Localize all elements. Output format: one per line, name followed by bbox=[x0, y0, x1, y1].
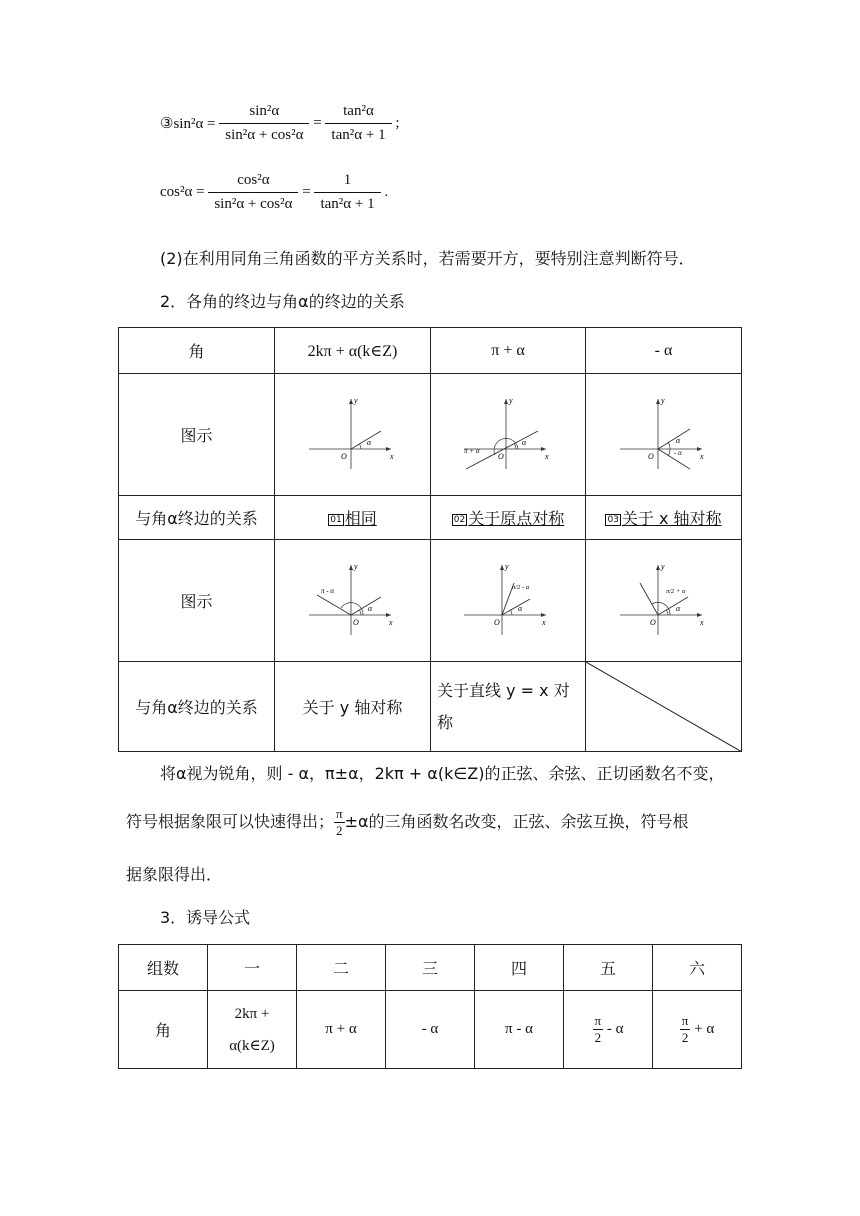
svg-text:y: y bbox=[509, 395, 513, 405]
empty-diagonal-cell bbox=[586, 662, 742, 752]
svg-text:O: O bbox=[498, 451, 504, 461]
x-axis-label: x bbox=[389, 451, 394, 461]
header-2: 二 bbox=[297, 945, 386, 991]
header-1: 一 bbox=[208, 945, 297, 991]
header-5: 五 bbox=[564, 945, 653, 991]
svg-text:y: y bbox=[505, 561, 509, 571]
formula-2-lhs: cos²α = bbox=[160, 184, 205, 200]
relation-line-y-eq-x-symmetric: 关于直线 y = x 对称 bbox=[431, 662, 586, 752]
svg-text:α: α bbox=[675, 435, 680, 445]
header-neg-alpha: - α bbox=[586, 328, 742, 374]
svg-text:α: α bbox=[522, 437, 527, 447]
diagram-cell-same bbox=[275, 374, 431, 496]
svg-text:x: x bbox=[545, 451, 549, 461]
diagram-cell-y-axis-symmetry bbox=[275, 540, 431, 662]
neg-alpha-label: - α bbox=[673, 448, 682, 457]
diagram-x-axis-symmetry bbox=[614, 393, 714, 473]
y-axis-label: y bbox=[353, 395, 358, 405]
pi-minus-alpha-label: π - α bbox=[320, 586, 334, 595]
svg-text:y: y bbox=[660, 561, 665, 571]
relation-x-axis-symmetric: 03 关于 x 轴对称 bbox=[586, 496, 742, 540]
diagram-row-label-1: 图示 bbox=[119, 374, 275, 496]
pi-over-2-fraction: $\frac{\pi}{2}$ bbox=[336, 806, 343, 838]
svg-text:O: O bbox=[649, 617, 656, 627]
para-line-2: 符号根据象限可以快速得出； $\frac{\pi}{2}$ ±α的三角函数名改变，正弦、余弦互换，符号根 bbox=[126, 806, 689, 838]
angle-group-3: - α bbox=[386, 991, 475, 1069]
pi-plus-alpha-label: π + α bbox=[464, 446, 480, 455]
pi-over-2-minus-alpha-label: π/2 - α bbox=[512, 583, 530, 591]
alpha-label: α bbox=[366, 437, 371, 447]
header-4: 四 bbox=[475, 945, 564, 991]
induction-formula-table bbox=[118, 944, 742, 1069]
formula-2-fraction-1: $\frac{\text{cos²α}}{\text{sin²α + cos²α}}$ bbox=[208, 172, 298, 213]
angle-group-4: π - α bbox=[475, 991, 564, 1069]
relation-row-label-1: 与角α终边的关系 bbox=[119, 496, 275, 540]
formula-1-fraction-2: $\frac{\text{tan²α}}{\text{tan²α + 1}}$ bbox=[325, 103, 391, 144]
angle-group-6: $\frac{\pi}{2}$ + α bbox=[653, 991, 742, 1069]
svg-text:O: O bbox=[647, 451, 654, 461]
formula-1-lhs: ③sin²α = bbox=[160, 116, 216, 132]
diagram-cell-origin-symmetry bbox=[431, 374, 586, 496]
relation-origin-symmetric: 02 关于原点对称 bbox=[431, 496, 586, 540]
formula-line-2: cos²α = $\frac{\text{cos²α}}{\text{sin²α + cos²α}}$ = $\frac{1}{\text{tan²α + 1}}$ . bbox=[160, 172, 389, 212]
section-2-title: 2．各角的终边与角α的终边的关系 bbox=[160, 292, 405, 311]
diagram-cell-line-y-eq-x bbox=[431, 540, 586, 662]
diagram-origin-symmetry bbox=[458, 393, 558, 473]
header-6: 六 bbox=[653, 945, 742, 991]
origin-label: O bbox=[340, 451, 347, 461]
header-2kpi-alpha: 2kπ + α(k∈Z) bbox=[275, 328, 431, 374]
para-line-3: 据象限得出． bbox=[126, 865, 223, 884]
svg-text:α: α bbox=[367, 603, 372, 613]
diagram-same-terminal-side bbox=[303, 393, 403, 473]
diagram-cell-x-axis-symmetry bbox=[586, 374, 742, 496]
relation-y-axis-symmetric: 关于 y 轴对称 bbox=[275, 662, 431, 752]
svg-text:y: y bbox=[353, 561, 358, 571]
angle-group-2: π + α bbox=[297, 991, 386, 1069]
formula-1-fraction-1: $\frac{\text{sin²α}}{\text{sin²α + cos²α}}$ bbox=[219, 103, 309, 144]
formula-2-fraction-2: $\frac{1}{\text{tan²α + 1}}$ bbox=[314, 172, 380, 213]
relation-same: 01 相同 bbox=[275, 496, 431, 540]
header-group: 组数 bbox=[119, 945, 208, 991]
svg-text:O: O bbox=[494, 617, 500, 627]
diagonal-line bbox=[586, 662, 742, 752]
row-angle-label: 角 bbox=[119, 991, 208, 1069]
svg-text:α: α bbox=[518, 603, 523, 613]
svg-text:y: y bbox=[660, 395, 665, 405]
formula-line-1: ③sin²α = $\frac{\text{sin²α}}{\text{sin²α + cos²α}}$ = $\frac{\text{tan²α}}{\text{tan²α + 1}}$ ; bbox=[160, 103, 400, 143]
svg-text:O: O bbox=[352, 617, 359, 627]
angle-group-1: 2kπ + α(k∈Z) bbox=[208, 991, 297, 1069]
header-pi-alpha: π + α bbox=[431, 328, 586, 374]
terminal-side-table bbox=[118, 327, 742, 752]
para-line-1: 将α视为锐角，则 - α，π±α，2kπ + α(k∈Z)的正弦、余弦、正切函数名不变， bbox=[160, 764, 725, 783]
svg-text:α: α bbox=[675, 603, 680, 613]
svg-text:x: x bbox=[699, 451, 704, 461]
diagram-line-y-eq-x-symmetry bbox=[458, 559, 558, 639]
svg-text:x: x bbox=[699, 617, 704, 627]
diagram-row-label-2: 图示 bbox=[119, 540, 275, 662]
note-2: (2)在利用同角三角函数的平方关系时，若需要开方，要特别注意判断符号． bbox=[160, 249, 695, 268]
diagram-pi-over-2-plus-alpha bbox=[614, 559, 714, 639]
svg-text:x: x bbox=[388, 617, 393, 627]
diagram-y-axis-symmetry bbox=[303, 559, 403, 639]
svg-text:x: x bbox=[542, 617, 546, 627]
relation-row-label-2: 与角α终边的关系 bbox=[119, 662, 275, 752]
header-3: 三 bbox=[386, 945, 475, 991]
pi-over-2-plus-alpha-label: π/2 + α bbox=[665, 587, 685, 595]
section-3-title: 3．诱导公式 bbox=[160, 908, 251, 927]
angle-group-5: $\frac{\pi}{2}$ - α bbox=[564, 991, 653, 1069]
header-angle: 角 bbox=[119, 328, 275, 374]
diagram-cell-pi-over-2-plus bbox=[586, 540, 742, 662]
